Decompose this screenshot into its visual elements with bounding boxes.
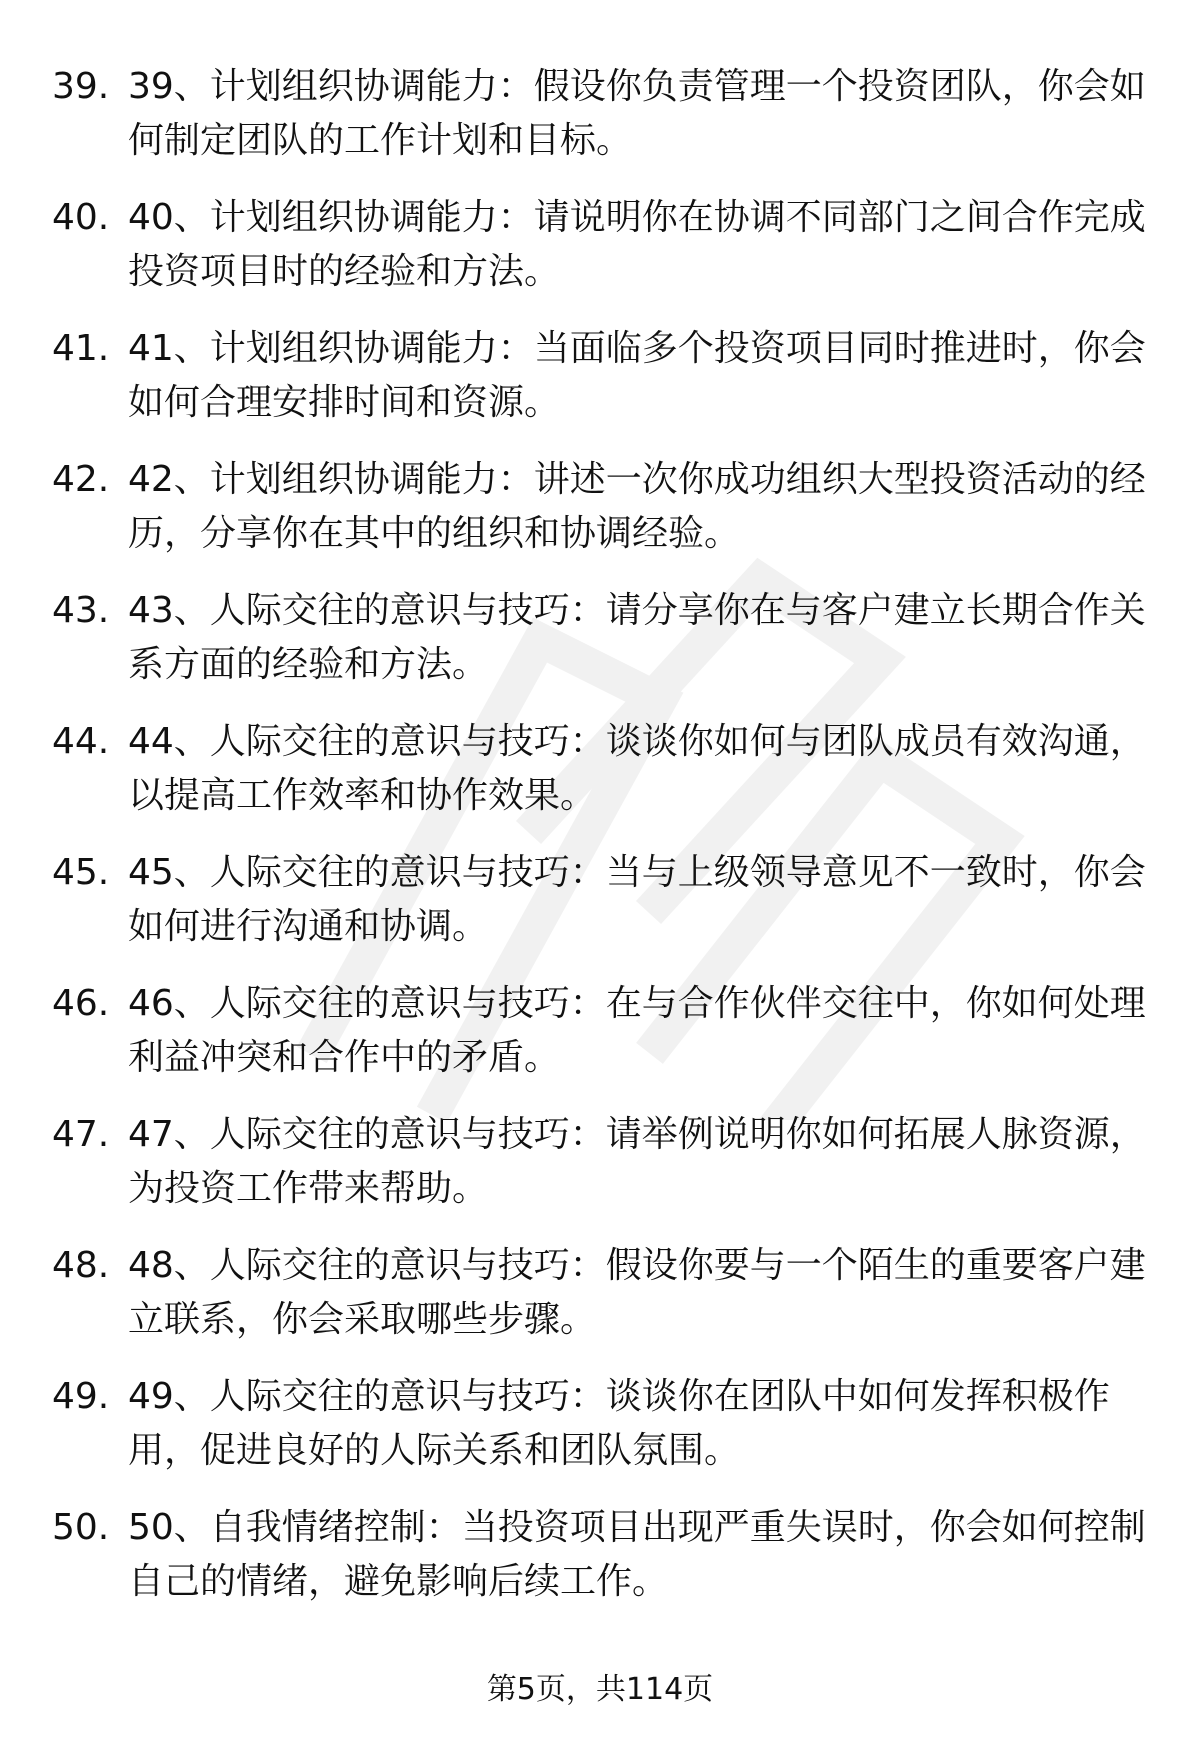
list-item — [52, 846, 1152, 977]
question-text: 39、计划组织协调能力：假设你负责管理一个投资团队，你会如何制定团队的工作计划和目标。 — [128, 66, 1146, 161]
question-number: 50. — [52, 1507, 110, 1548]
question-text: 47、人际交往的意识与技巧：请举例说明你如何拓展人脉资源，为投资工作带来帮助。 — [128, 1114, 1146, 1209]
list-item — [52, 1108, 1152, 1239]
list-item — [52, 1239, 1152, 1370]
question-number: 47. — [52, 1114, 110, 1155]
question-number: 39. — [52, 66, 110, 107]
question-number: 41. — [52, 328, 110, 369]
list-item — [52, 191, 1152, 322]
question-number: 46. — [52, 983, 110, 1024]
question-text: 42、计划组织协调能力：讲述一次你成功组织大型投资活动的经历，分享你在其中的组织和协调经验。 — [128, 459, 1146, 554]
question-text: 41、计划组织协调能力：当面临多个投资项目同时推进时，你会如何合理安排时间和资源。 — [128, 328, 1146, 423]
list-item — [52, 1370, 1152, 1501]
question-text: 49、人际交往的意识与技巧：谈谈你在团队中如何发挥积极作用，促进良好的人际关系和团队氛围。 — [128, 1376, 1110, 1471]
question-number: 44. — [52, 721, 110, 762]
page-footer: 第5页，共114页 — [486, 1672, 714, 1707]
list-item — [52, 977, 1152, 1108]
question-text: 43、人际交往的意识与技巧：请分享你在与客户建立长期合作关系方面的经验和方法。 — [128, 590, 1146, 685]
question-number: 42. — [52, 459, 110, 500]
list-item — [52, 453, 1152, 584]
question-list — [52, 60, 1152, 1632]
question-number: 48. — [52, 1245, 110, 1286]
list-item — [52, 322, 1152, 453]
question-text: 44、人际交往的意识与技巧：谈谈你如何与团队成员有效沟通，以提高工作效率和协作效果。 — [128, 721, 1146, 816]
question-text: 48、人际交往的意识与技巧：假设你要与一个陌生的重要客户建立联系，你会采取哪些步骤。 — [128, 1245, 1146, 1340]
question-text: 40、计划组织协调能力：请说明你在协调不同部门之间合作完成投资项目时的经验和方法。 — [128, 197, 1146, 292]
question-text: 46、人际交往的意识与技巧：在与合作伙伴交往中，你如何处理利益冲突和合作中的矛盾。 — [128, 983, 1146, 1078]
list-item — [52, 60, 1152, 191]
question-text: 45、人际交往的意识与技巧：当与上级领导意见不一致时，你会如何进行沟通和协调。 — [128, 852, 1146, 947]
question-number: 49. — [52, 1376, 110, 1417]
question-number: 43. — [52, 590, 110, 631]
list-item — [52, 584, 1152, 715]
question-text: 50、自我情绪控制：当投资项目出现严重失误时，你会如何控制自己的情绪，避免影响后续工作。 — [128, 1507, 1146, 1602]
question-number: 40. — [52, 197, 110, 238]
list-item — [52, 715, 1152, 846]
question-number: 45. — [52, 852, 110, 893]
list-item — [52, 1501, 1152, 1632]
